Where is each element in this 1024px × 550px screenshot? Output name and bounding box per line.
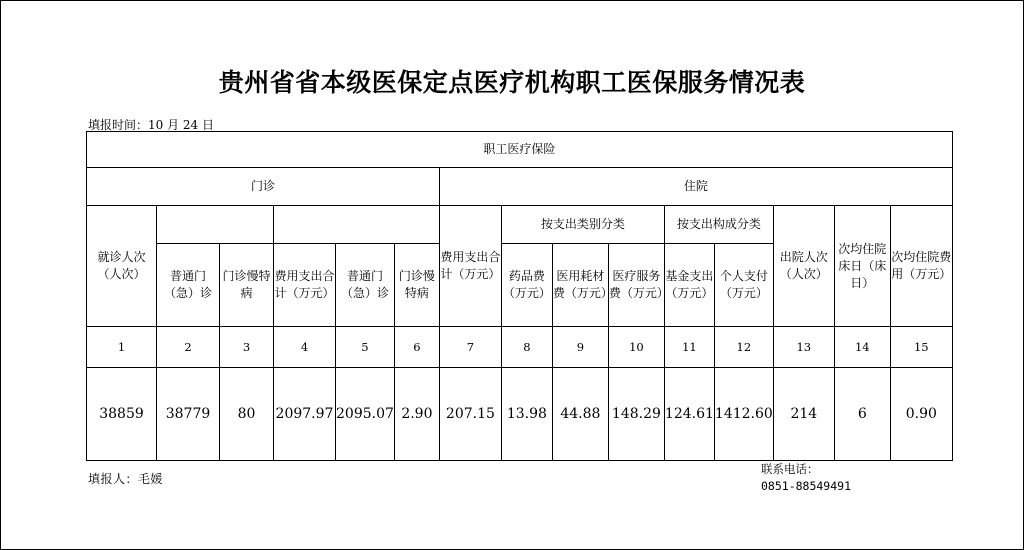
inpatient-header: 住院 (439, 168, 952, 206)
contact-label: 联系电话： (761, 462, 819, 476)
column-number: 10 (608, 327, 664, 368)
value-cell: 2097.97 (274, 368, 336, 461)
col-personal-payment: 个人支付（万元） (714, 244, 773, 327)
value-cell: 1412.60 (714, 368, 773, 461)
col-drug-cost: 药品费（万元） (501, 244, 552, 327)
column-number: 6 (394, 327, 439, 368)
col-fund-payment: 基金支出（万元） (664, 244, 714, 327)
col-general-cost: 普通门（急）诊 (336, 244, 395, 327)
col-avg-inpatient-cost: 次均住院费用（万元） (890, 206, 952, 327)
value-cell: 38779 (157, 368, 220, 461)
column-number-row (87, 327, 953, 368)
column-number: 9 (552, 327, 608, 368)
value-cell: 148.29 (608, 368, 664, 461)
value-cell: 2095.07 (336, 368, 395, 461)
contact-number: 0851-88549491 (761, 479, 852, 493)
column-number: 14 (834, 327, 890, 368)
value-cell: 214 (773, 368, 834, 461)
col-outpatient-cost-blank (274, 206, 440, 244)
filler-name: 填报人：毛媛 (88, 472, 164, 486)
value-cell: 2.90 (394, 368, 439, 461)
value-cell: 124.61 (664, 368, 714, 461)
column-number: 1 (87, 327, 157, 368)
page-title: 贵州省省本级医保定点医疗机构职工医保服务情况表 (218, 68, 806, 97)
group-header: 职工医疗保险 (87, 132, 953, 168)
col-inpatient-cost-total: 费用支出合计（万元） (439, 206, 501, 327)
column-number: 11 (664, 327, 714, 368)
column-number: 4 (274, 327, 336, 368)
col-chronic-cost: 门诊慢特病 (394, 244, 439, 327)
column-number: 15 (890, 327, 952, 368)
value-cell: 207.15 (439, 368, 501, 461)
value-cell: 38859 (87, 368, 157, 461)
column-number: 8 (501, 327, 552, 368)
col-avg-bed-days: 次均住院床日（床日） (834, 206, 890, 327)
column-number: 7 (439, 327, 501, 368)
col-visits-blank (157, 206, 274, 244)
fill-time: 填报时间：10 月 24 日 (88, 118, 214, 132)
value-cell: 0.90 (890, 368, 952, 461)
value-row (87, 368, 953, 461)
value-cell: 13.98 (501, 368, 552, 461)
col-visits: 就诊人次（人次） (87, 206, 157, 327)
column-number: 5 (336, 327, 395, 368)
by-composition-header: 按支出构成分类 (664, 206, 773, 244)
col-consumables-cost: 医用耗材费（万元） (552, 244, 608, 327)
column-number: 12 (714, 327, 773, 368)
value-cell: 44.88 (552, 368, 608, 461)
column-number: 13 (773, 327, 834, 368)
value-cell: 80 (220, 368, 274, 461)
col-discharges: 出院人次（人次） (773, 206, 834, 327)
col-general-visits: 普通门（急）诊 (157, 244, 220, 327)
by-category-header: 按支出类别分类 (501, 206, 664, 244)
report-table (86, 131, 953, 461)
value-cell: 6 (834, 368, 890, 461)
col-outpatient-cost-total: 费用支出合计（万元） (274, 244, 336, 327)
col-chronic-visits: 门诊慢特病 (220, 244, 274, 327)
column-number: 2 (157, 327, 220, 368)
outpatient-header: 门诊 (87, 168, 440, 206)
col-service-cost: 医疗服务费（万元） (608, 244, 664, 327)
contact-block (761, 461, 851, 495)
column-number: 3 (220, 327, 274, 368)
